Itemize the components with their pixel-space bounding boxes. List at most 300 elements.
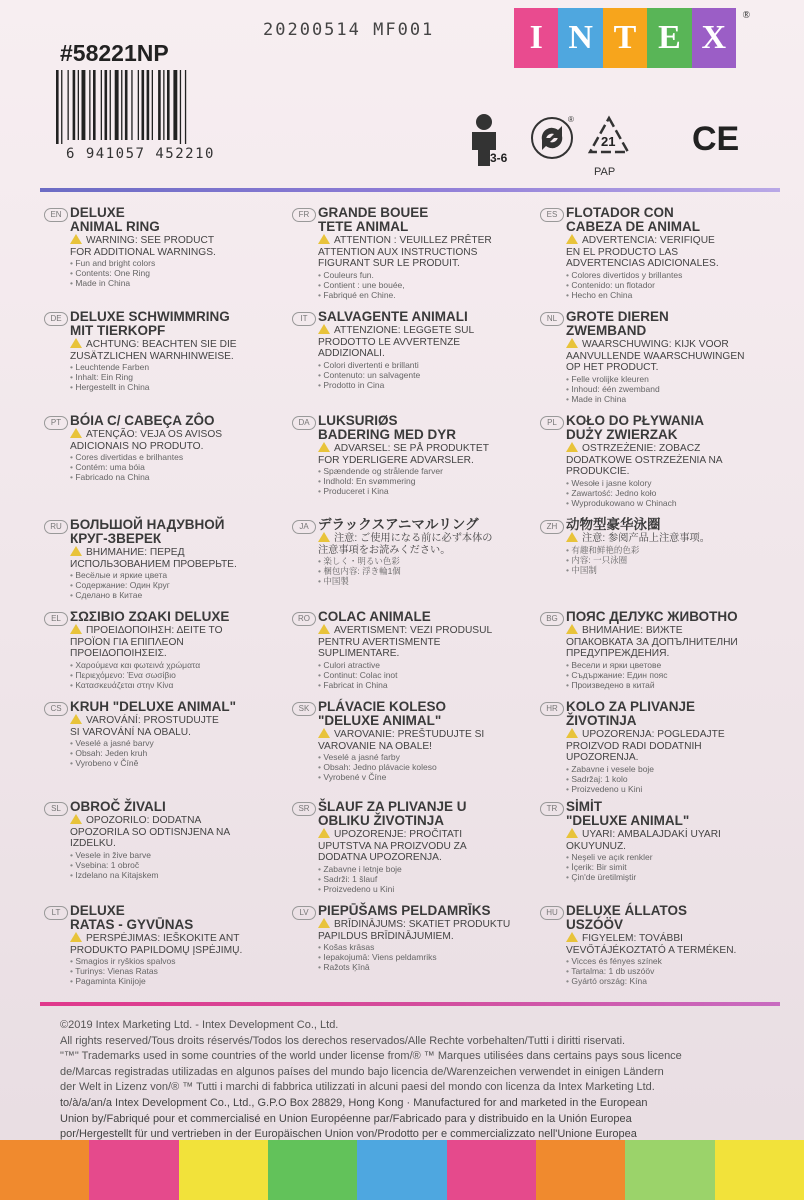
svg-text:®: ® — [568, 115, 574, 124]
warning-text: ОПАКОВКАТА ЗА ДОПЪЛНИТЕЛНИ — [566, 636, 738, 648]
product-block-it — [292, 310, 524, 390]
language-badge: SR — [292, 802, 316, 816]
product-info-item: • Сделано в Китае — [70, 590, 276, 600]
product-info-list — [318, 556, 524, 586]
warning-triangle-icon — [566, 728, 578, 738]
language-badge: FR — [292, 208, 316, 222]
legal-line: de/Marcas registradas utilizadas en algunos países del mundo bajo licencia de/Warenzeichen verwendet in einigen Ländern — [60, 1065, 664, 1078]
warning-text: UPUTSTVA NA PROIZVODU ZA — [318, 840, 467, 852]
product-info-item: • Continut: Colac inot — [318, 670, 524, 680]
product-info-item: • Contient : une bouée, — [318, 280, 524, 290]
warning-text: ADVARSEL: SE PÅ PRODUKTET — [318, 442, 524, 455]
product-info-item: • Proizvedeno u Kini — [566, 784, 772, 794]
warning-text: ПРЕДУПРЕЖДЕНИЯ. — [566, 648, 670, 659]
barcode-bar — [147, 70, 150, 140]
product-title: 动物型豪华泳圈 — [566, 517, 661, 532]
product-block-ja — [292, 518, 524, 586]
warning-text: OKUYUNUZ. — [566, 840, 626, 852]
barcode-bar — [89, 70, 90, 140]
warning-triangle-icon — [318, 828, 330, 838]
product-info-item: • Izdelano na Kitajskem — [70, 870, 276, 880]
top-divider — [40, 188, 780, 192]
product-info-list — [70, 570, 276, 600]
warning-triangle-icon — [566, 624, 578, 634]
recycle-number: 21 — [601, 134, 616, 149]
warning-text: ΠΡΟΕΙΔΟΠΟΙΗΣΗ: ΔΕΙΤΕ ΤΟ — [70, 624, 276, 637]
recycle-icon — [528, 112, 578, 162]
product-title: ПОЯС ДЕЛУКС ЖИВОТНО — [566, 609, 738, 624]
bottom-divider — [40, 1002, 780, 1006]
legal-line: por/Hergestellt für und vertrieben in der Europäischen Union von/Prodotto per e commercializzato nell'Unione Europea — [60, 1128, 637, 1141]
product-info-item: • Indhold: En svømmering — [318, 476, 524, 486]
color-stripe — [0, 1140, 89, 1200]
product-info-item: • Wyprodukowano w Chinach — [566, 498, 772, 508]
product-info-item: • Vyrobeno v Číně — [70, 758, 276, 768]
warning-text: PROIZVOD RADI DODATNIH — [566, 740, 702, 752]
warning-text: DODATNA UPOZORENJA. — [318, 852, 442, 863]
warning-text: OPOZORILA SO ODTISNJENA NA — [70, 826, 231, 838]
product-info-list — [70, 660, 276, 690]
product-info-item: • Contents: One Ring — [70, 268, 276, 278]
product-info-item: • Произведено в китай — [566, 680, 772, 690]
product-info-item: • Sadrži: 1 šlauf — [318, 874, 524, 884]
warning-text: ИСПОЛЬЗОВАНИЕМ ПРОВЕРЬТЕ. — [70, 558, 237, 570]
product-info-item: • Vesele in žive barve — [70, 850, 276, 860]
legal-line: Union by/Fabriqué pour et commercialisé en Union Européenne par/Fabricado para y distribuido en la Unión Europea — [60, 1112, 632, 1125]
barcode-digits: 6 941057 452210 — [66, 146, 215, 162]
product-info-item: • Košas krāsas — [318, 942, 524, 952]
product-block-ru — [44, 518, 276, 600]
warning-text: SUPLIMENTARE. — [318, 648, 400, 659]
warning-triangle-icon — [318, 918, 330, 928]
language-badge: PL — [540, 416, 564, 430]
warning-text: FOR YDERLIGERE ADVARSLER. — [318, 454, 474, 466]
product-info-list — [70, 956, 276, 986]
product-title: ŠLAUF ZA PLIVANJE U — [318, 799, 467, 814]
product-title: КРУГ-ЗВЕРЕК — [70, 531, 162, 546]
product-info-item: • Obsah: Jeden kruh — [70, 748, 276, 758]
product-info-item: • Colores divertidos y brillantes — [566, 270, 772, 280]
product-info-item: • Κατασκευάζεται στην Κίνα — [70, 680, 276, 690]
warning-text: IZDELKU. — [70, 838, 116, 849]
warning-text: FOR ADDITIONAL WARNINGS. — [70, 246, 216, 258]
warning-text: WARNING: SEE PRODUCT — [70, 234, 276, 247]
warning-text: VAROVANIE NA OBALE! — [318, 740, 432, 752]
product-block-sl — [44, 800, 276, 880]
warning-triangle-icon — [566, 828, 578, 838]
product-info-item: • Spændende og strålende farver — [318, 466, 524, 476]
logo-letter-n: N — [558, 8, 602, 68]
product-info-item: • Obsah: Jedno plávacie koleso — [318, 762, 524, 772]
language-badge: EL — [44, 612, 68, 626]
product-info-item: • Contém: uma bóia — [70, 462, 276, 472]
product-title: "DELUXE ANIMAL" — [566, 813, 690, 828]
color-stripe — [89, 1140, 178, 1200]
product-block-lt — [44, 904, 276, 986]
product-block-sk — [292, 700, 524, 782]
product-info-item: • Vicces és fényes színek — [566, 956, 772, 966]
warning-text: SI VAROVÁNÍ NA OBALU. — [70, 726, 191, 738]
language-badge: HR — [540, 702, 564, 716]
barcode-bar — [56, 70, 59, 144]
warning-text: ATTENZIONE: LEGGETE SUL — [318, 324, 524, 337]
product-info-item: • Zawartość: Jedno koło — [566, 488, 772, 498]
product-title: FLOTADOR CON — [566, 205, 674, 220]
language-badge: ZH — [540, 520, 564, 534]
product-title: ΣΩΣΙΒΙΟ ΖΩΑΚΙ DELUXE — [70, 609, 230, 624]
color-stripe — [715, 1140, 804, 1200]
warning-text: PRODUKTO PAPILDOMŲ ĮSPĖJIMŲ. — [70, 944, 243, 956]
product-title: ZWEMBAND — [566, 323, 647, 338]
barcode-bar — [180, 70, 181, 144]
product-title: DELUXE — [70, 903, 125, 918]
warning-text: ACHTUNG: BEACHTEN SIE DIE — [70, 338, 276, 351]
logo-letter-e: E — [647, 8, 691, 68]
product-title: "DELUXE ANIMAL" — [318, 713, 442, 728]
age-range-text: 3-6 — [490, 151, 508, 165]
language-badge: DA — [292, 416, 316, 430]
product-info-item: • Neşeli ve açık renkler — [566, 852, 772, 862]
product-info-list — [566, 956, 772, 986]
warning-triangle-icon — [318, 442, 330, 452]
warning-triangle-icon — [566, 234, 578, 244]
warning-text: ВНИМАНИЕ: ВИЖТЕ — [566, 624, 772, 637]
product-title: TETE ANIMAL — [318, 219, 409, 234]
logo-letter-i: I — [514, 8, 558, 68]
age-warning-icon — [460, 112, 508, 168]
product-info-list — [70, 738, 276, 768]
product-sku: #58221NP — [60, 40, 169, 66]
product-info-item: • Περιεχόμενο: Ένα σωσίβιο — [70, 670, 276, 680]
color-stripe — [536, 1140, 625, 1200]
product-title: MIT TIERKOPF — [70, 323, 166, 338]
product-info-item: • Tartalma: 1 db uszóöv — [566, 966, 772, 976]
warning-text: EN EL PRODUCTO LAS — [566, 246, 679, 258]
product-info-item: • Pagaminta Kinijoje — [70, 976, 276, 986]
warning-text: WAARSCHUWING: KIJK VOOR — [566, 338, 772, 351]
warning-text: OSTRZEŻENIE: ZOBACZ — [566, 442, 772, 455]
product-info-item: • Cores divertidas e brilhantes — [70, 452, 276, 462]
product-info-list — [70, 452, 276, 482]
product-title: БОЛЬШОЙ НАДУВНОЙ — [70, 517, 225, 532]
warning-text: 注意: ご使用になる前に必ず本体の — [318, 532, 524, 545]
language-badge: CS — [44, 702, 68, 716]
product-block-de — [44, 310, 276, 392]
product-info-list — [566, 852, 772, 882]
product-title: GRANDE BOUEE — [318, 205, 429, 220]
warning-text: ADICIONAIS NO PRODUTO. — [70, 440, 204, 452]
product-title: ANIMAL RING — [70, 219, 160, 234]
legal-text — [60, 1018, 750, 1158]
legal-line: ©2019 Intex Marketing Ltd. - Intex Development Co., Ltd. — [60, 1019, 339, 1031]
warning-text: PAPILDUS BRĪDINĀJUMIEM. — [318, 930, 454, 942]
product-info-item: • 内容: 一只泳圈 — [566, 555, 772, 565]
language-badge: SK — [292, 702, 316, 716]
product-title: DELUXE ÁLLATOS — [566, 903, 688, 918]
product-block-bg — [540, 610, 772, 690]
color-stripe-band — [0, 1140, 804, 1200]
product-title: SİMİT — [566, 799, 602, 814]
warning-triangle-icon — [70, 546, 82, 556]
language-badge: LV — [292, 906, 316, 920]
warning-text: ATTENTION : VEUILLEZ PRÊTER — [318, 234, 524, 247]
warning-text: OP HET PRODUCT. — [566, 362, 659, 373]
barcode-bar — [152, 70, 153, 140]
barcode-bar — [78, 70, 79, 140]
product-info-list — [566, 764, 772, 794]
language-badge: ES — [540, 208, 564, 222]
product-title: KOŁO DO PŁYWANIA — [566, 413, 704, 428]
product-title: PIEPŪŠAMS PELDAMRĪKS — [318, 903, 491, 918]
product-title: PLÁVACIE KOLESO — [318, 699, 447, 714]
product-info-item: • Содержание: Один Круг — [70, 580, 276, 590]
warning-text: ΠΡΟΪΟΝ ΓΙΑ ΕΠΙΠΛΕΟΝ — [70, 636, 184, 648]
barcode-bar — [173, 70, 177, 140]
product-title: OBLIKU ŽIVOTINJA — [318, 813, 445, 828]
product-block-pt — [44, 414, 276, 482]
warning-text: 注意事項をお読みください。 — [318, 544, 451, 556]
product-title: SALVAGENTE ANIMALI — [318, 309, 468, 324]
warning-triangle-icon — [566, 932, 578, 942]
warning-text: AVERTISMENT: VEZI PRODUSUL — [318, 624, 524, 637]
product-info-item: • Vsebina: 1 obroč — [70, 860, 276, 870]
product-info-item: • Hergestellt in China — [70, 382, 276, 392]
product-info-item: • Contenido: un flotador — [566, 280, 772, 290]
warning-triangle-icon — [318, 234, 330, 244]
barcode-bar — [138, 70, 139, 140]
product-info-list — [566, 545, 772, 575]
barcode-bar — [61, 70, 62, 144]
product-info-item: • 梱包内容: 浮き輪1個 — [318, 566, 524, 576]
language-badge: DE — [44, 312, 68, 326]
language-badge: SL — [44, 802, 68, 816]
barcode-bar — [131, 70, 132, 140]
warning-triangle-icon — [566, 442, 578, 452]
warning-triangle-icon — [318, 728, 330, 738]
barcode-bar — [158, 70, 161, 140]
warning-text: AANVULLENDE WAARSCHUWINGEN — [566, 350, 745, 362]
barcode-bar — [125, 70, 128, 140]
warning-triangle-icon — [70, 234, 82, 244]
product-title: OBROČ ŽIVALI — [70, 799, 166, 814]
warning-triangle-icon — [70, 814, 82, 824]
product-info-item: • Made in China — [566, 394, 772, 404]
product-title: ŽIVOTINJA — [566, 713, 637, 728]
language-badge: LT — [44, 906, 68, 920]
product-info-item: • Zabavne i vesele boje — [566, 764, 772, 774]
language-badge: BG — [540, 612, 564, 626]
warning-text: 注意: 参阅产品上注意事项。 — [566, 532, 772, 545]
product-info-item: • Весёлые и яркие цвета — [70, 570, 276, 580]
product-info-item: • 中国制 — [566, 565, 772, 575]
warning-text: ADVERTENCIA: VERIFIQUE — [566, 234, 772, 247]
product-info-item: • Proizvedeno u Kini — [318, 884, 524, 894]
warning-text: OPOZORILO: DODATNA — [70, 814, 276, 827]
product-info-list — [566, 478, 772, 508]
product-title: USZÓÖV — [566, 917, 624, 932]
product-info-list — [566, 660, 772, 690]
product-title: デラックスアニマルリング — [318, 517, 479, 532]
barcode-bar — [185, 70, 186, 144]
product-block-el — [44, 610, 276, 690]
product-info-list — [318, 360, 524, 390]
warning-triangle-icon — [318, 624, 330, 634]
product-info-item: • Smagios ir ryškios spalvos — [70, 956, 276, 966]
product-block-hr — [540, 700, 772, 794]
warning-text: VAROVANIE: PREŠTUDUJTE SI — [318, 728, 524, 741]
ce-mark-icon — [690, 112, 750, 162]
product-block-nl — [540, 310, 772, 404]
barcode-bar — [110, 70, 111, 140]
warning-triangle-icon — [70, 428, 82, 438]
warning-text: UPOZORENJA: POGLEDAJTE — [566, 728, 772, 741]
product-info-item: • Весели и ярки цветове — [566, 660, 772, 670]
warning-text: ATENÇÃO: VEJA OS AVISOS — [70, 428, 276, 441]
product-info-item: • Produceret i Kina — [318, 486, 524, 496]
product-title: GROTE DIEREN — [566, 309, 669, 324]
warning-text: UYARI: AMBALAJDAKİ UYARI — [566, 828, 772, 841]
warning-triangle-icon — [70, 932, 82, 942]
product-info-item: • İçerik: Bir simit — [566, 862, 772, 872]
product-info-item: • Ražots Ķīnā — [318, 962, 524, 972]
product-block-es — [540, 206, 772, 300]
barcode — [54, 70, 262, 144]
warning-text: FIGURANT SUR LE PRODUIT. — [318, 258, 460, 269]
product-title: BÓIA C/ CABEÇA ZÔO — [70, 413, 215, 428]
product-block-hu — [540, 904, 772, 986]
color-stripe — [625, 1140, 714, 1200]
warning-text: BRĪDINĀJUMS: SKATIET PRODUKTU — [318, 918, 524, 931]
product-info-item: • Veselé a jasné barvy — [70, 738, 276, 748]
color-stripe — [179, 1140, 268, 1200]
warning-text: DODATKOWE OSTRZEŻENIA NA — [566, 454, 723, 466]
logo-letter-x: X — [692, 8, 736, 68]
product-info-list — [70, 258, 276, 288]
product-info-item: • Turinys: Vienas Ratas — [70, 966, 276, 976]
product-block-cs — [44, 700, 276, 768]
product-block-en — [44, 206, 276, 288]
warning-text: VAROVÁNÍ: PROSTUDUJTE — [70, 714, 276, 727]
product-block-ro — [292, 610, 524, 690]
barcode-bar — [142, 70, 145, 140]
product-info-item: • Fabricat in China — [318, 680, 524, 690]
product-block-fr — [292, 206, 524, 300]
product-title: KRUH "DELUXE ANIMAL" — [70, 699, 237, 714]
product-info-list — [318, 942, 524, 972]
product-info-list — [566, 270, 772, 300]
intex-logo — [514, 8, 750, 68]
warning-triangle-icon — [70, 714, 82, 724]
language-badge: EN — [44, 208, 68, 222]
product-info-item: • 有趣和鲜艳的色彩 — [566, 545, 772, 555]
product-info-list — [318, 660, 524, 690]
product-info-list — [318, 270, 524, 300]
pap-recycle-triangle-icon — [584, 112, 634, 162]
product-info-item: • Inhoud: één zwemband — [566, 384, 772, 394]
product-info-list — [70, 850, 276, 880]
language-badge: IT — [292, 312, 316, 326]
product-info-item: • Felle vrolijke kleuren — [566, 374, 772, 384]
warning-text: UPOZORENJE: PROČITATI — [318, 828, 524, 841]
product-title: DUŻY ZWIERZAK — [566, 427, 678, 442]
warning-text: PRODOTTO LE AVVERTENZE — [318, 336, 461, 348]
color-stripe — [268, 1140, 357, 1200]
product-info-item: • Wesołe i jasne kolory — [566, 478, 772, 488]
color-stripe — [357, 1140, 446, 1200]
warning-triangle-icon — [566, 532, 578, 542]
language-badge: TR — [540, 802, 564, 816]
warning-text: PENTRU AVERTISMENTE — [318, 636, 441, 648]
product-title: DELUXE — [70, 205, 125, 220]
product-info-item: • Made in China — [70, 278, 276, 288]
legal-line: "™" Trademarks used in some countries of the world under license from/® ™ Marques utilisées dans certains pays sous licence — [60, 1050, 682, 1063]
product-info-item: • Prodotto in Cina — [318, 380, 524, 390]
product-block-pl — [540, 414, 772, 508]
barcode-bar — [105, 70, 108, 140]
warning-text: FIGYELEM: TOVÁBBI — [566, 932, 772, 945]
date-code: 20200514 MF001 — [263, 20, 435, 40]
warning-text: ADDIZIONALI. — [318, 348, 385, 359]
product-info-item: • Couleurs fun. — [318, 270, 524, 280]
language-badge: NL — [540, 312, 564, 326]
product-title: BADERING MED DYR — [318, 427, 457, 442]
product-title: LUKSURIØS — [318, 413, 398, 428]
product-info-item: • 中国製 — [318, 576, 524, 586]
warning-text: ATTENTION AUX INSTRUCTIONS — [318, 246, 478, 258]
language-badge: JA — [292, 520, 316, 534]
legal-line: All rights reserved/Tous droits réservés/Todos los derechos reservados/Alle Rechte vorbehalten/Tutti i diritti riservati. — [60, 1034, 626, 1047]
warning-text: ZUSÄTZLICHEN WARNHINWEISE. — [70, 350, 234, 362]
warning-text: ADVERTENCIAS ADICIONALES. — [566, 258, 719, 269]
product-info-item: • Culori atractive — [318, 660, 524, 670]
warning-text: UPOZORENJA. — [566, 752, 639, 763]
product-info-item: • Inhalt: Ein Ring — [70, 372, 276, 382]
product-info-item: • Leuchtende Farben — [70, 362, 276, 372]
barcode-bar — [101, 70, 102, 140]
product-block-zh — [540, 518, 772, 575]
logo-letter-t: T — [603, 8, 647, 68]
warning-text: PERSPĖJIMAS: IEŠKOKITE ANT — [70, 932, 276, 945]
warning-triangle-icon — [318, 532, 330, 542]
warning-triangle-icon — [318, 324, 330, 334]
product-title: RATAS - GYVŪNAS — [70, 917, 194, 932]
barcode-bar — [68, 70, 69, 140]
product-info-item: • Gyártó ország: Kína — [566, 976, 772, 986]
product-info-item: • Sadržaj: 1 kolo — [566, 774, 772, 784]
product-title: DELUXE SCHWIMMRING — [70, 309, 230, 324]
language-badge: RU — [44, 520, 68, 534]
pap-label: PAP — [594, 166, 616, 178]
warning-text: ВНИМАНИЕ: ПЕРЕД — [70, 546, 276, 559]
language-badge: RO — [292, 612, 316, 626]
product-info-item: • Fabriqué en Chine. — [318, 290, 524, 300]
warning-text: ΠΡΟΕΙΔΟΠΟΙΗΣΕΙΣ. — [70, 648, 167, 659]
warning-triangle-icon — [70, 338, 82, 348]
barcode-bar — [82, 70, 86, 140]
warning-triangle-icon — [566, 338, 578, 348]
product-info-item: • 楽しく・明るい色彩 — [318, 556, 524, 566]
product-info-item: • Hecho en China — [566, 290, 772, 300]
warning-text: VEVŐTÁJÉKOZTATÓ A TERMÉKEN. — [566, 944, 737, 956]
product-info-item: • Vyrobené v Číne — [318, 772, 524, 782]
product-info-item: • Veselé a jasné farby — [318, 752, 524, 762]
product-block-tr — [540, 800, 772, 882]
color-stripe — [447, 1140, 536, 1200]
product-title: CABEZA DE ANIMAL — [566, 219, 700, 234]
product-info-item: • Çin'de üretilmiştir — [566, 872, 772, 882]
barcode-bar — [167, 70, 170, 140]
product-title: KOLO ZA PLIVANJE — [566, 699, 696, 714]
